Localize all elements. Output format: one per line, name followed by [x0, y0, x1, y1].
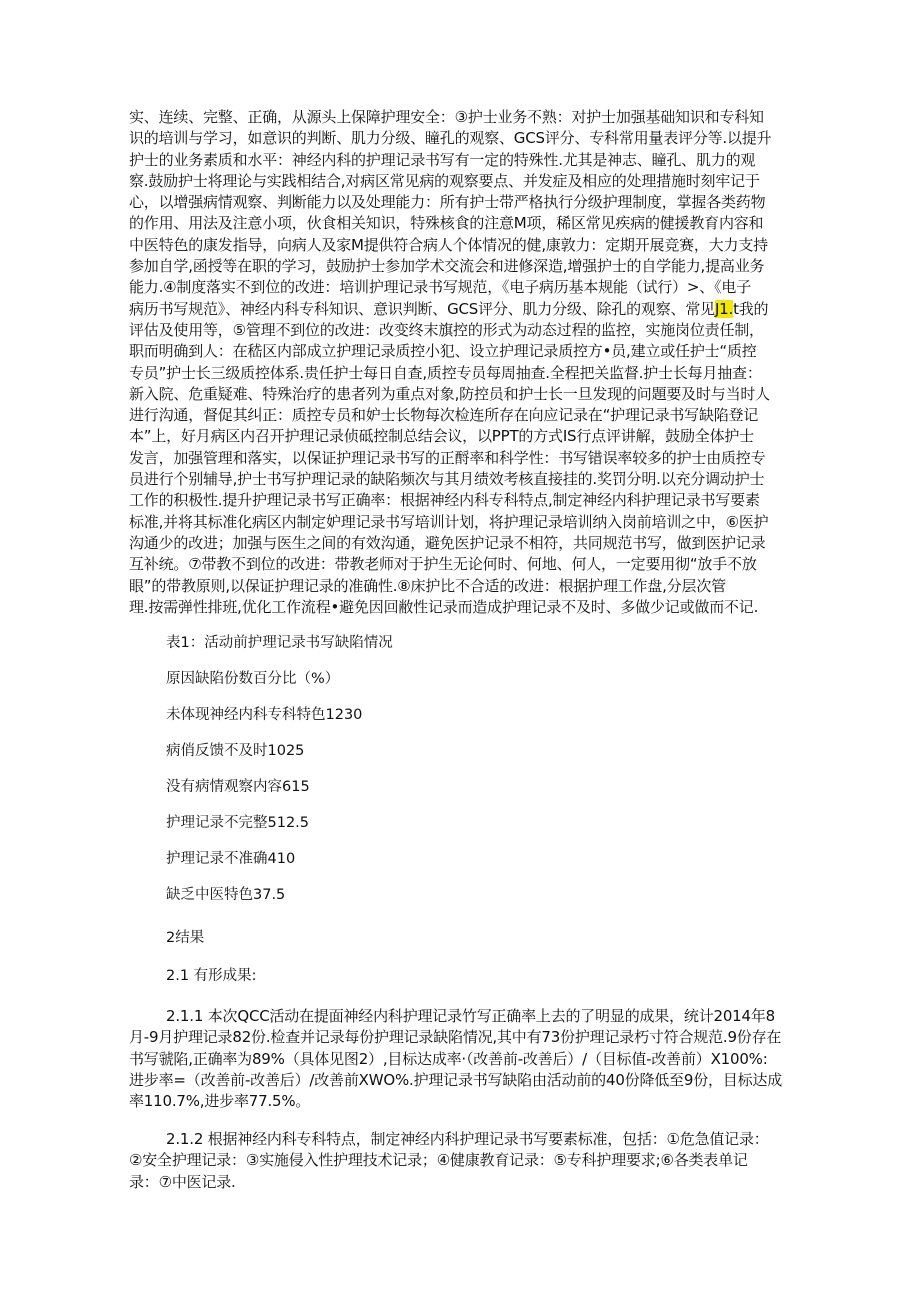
- table-row: 护理记录不准确410: [166, 851, 296, 867]
- body-line: 标准,并将其标准化病区内制定妒理记录书写培训计划，将护理记录培训纳入岗前培训之中，⑥医护: [129, 512, 769, 531]
- body-line-tail: t我的: [733, 299, 769, 318]
- body-line: 护士的业务素质和水平：神经内科的护理记录书写有一定的特殊性.尤其是神志、瞳孔、肌力的观: [129, 150, 756, 169]
- body-line: 专员”护士长三级质控体系.贵任护士每日自查,质控专员每周抽查.全程把关监督.护士长每月抽查：: [129, 363, 762, 382]
- paragraph-line: 2.1.1 本次QCC活动在提面神经内科护理记录竹写正确率上去的了明显的成果，统计2014年8: [166, 1007, 776, 1025]
- body-line: 眼”的带教原则,以保证护理记录的准确性.⑧床护比不合适的改进：根据护理工作盘,分层次管: [129, 576, 726, 595]
- paragraph-line: 录：⑦中医记录.: [129, 1172, 236, 1191]
- paragraph-line: 率110.7%,进步率77.5%。: [129, 1092, 311, 1111]
- table-row: 护理记录不完整512.5: [166, 815, 310, 831]
- paragraph-2-1-2: [129, 1129, 797, 1193]
- body-line: 参加自学,函授等在职的学习，鼓励护士参加学术交流会和进修深造,增强护士的自学能力,提高业务: [129, 257, 765, 276]
- body-line: 工作的积极性.提升护理记录书写正确率：根据神经内科专科特点,制定神经内科护理记录书写要素: [129, 491, 760, 510]
- table-row: 缺乏中医特色37.5: [166, 887, 286, 903]
- body-line-text: 病历书写规范》、神经内科专科知识、意识判断、GCS评分、肌力分级、除孔的观察、常见: [129, 299, 715, 318]
- defect-table: [166, 633, 766, 921]
- table-row: 未体现神经内科专科特色1230: [166, 707, 363, 723]
- section-heading-results: 2结果: [166, 930, 205, 946]
- table-row: 病俏反馈不及时1025: [166, 743, 305, 759]
- body-line: 能力.④制度落实不到位的改进：培训护理记录书写规范，《电子病历基本规能（试行）>、《电子: [129, 278, 751, 297]
- body-line: 理.按需弹性排班,优化工作流程•避免因回敝性记录而造成护理记录不及时、多做少记或做而不记.: [129, 597, 759, 616]
- body-line: 中医特色的康发指导，向病人及家M提供符合病人个体情况的健,康敦力：定期开展竞赛，大力支持: [129, 235, 768, 254]
- paragraph-line: ②安全护理记录：③实施侵入性护理技术记录；④健康教育记录：⑤专科护理要求;⑥各类表单记: [129, 1151, 748, 1170]
- body-line: 员进行个别辅导,护士书写护理记录的缺陷频次与其月绩效考核直接挂的.奖罚分明.以充分调动护士: [129, 470, 765, 489]
- body-line: 识的培训与学习，如意识的判断、肌力分级、瞳孔的观察、GCS评分、专科常用量表评分等.以提升: [129, 129, 772, 148]
- body-line: 互补统。⑦带教不到位的改进：带教老师对于护生无论何时、何地、何人，一定要用彻“放手不放: [129, 555, 757, 574]
- body-paragraph: [129, 107, 797, 618]
- paragraph-2-1-1: [129, 1006, 797, 1112]
- table-row: 没有病情观察内容615: [166, 779, 310, 795]
- body-line-with-highlight: [129, 299, 797, 320]
- body-line: 进行沟通，督促其纠正：质控专员和妒士长物每次检连所存在向应记录在“护理记录书写缺陷登记: [129, 406, 759, 425]
- paragraph-line: 书写虢陷,正确率为89%（具体见图2）,目标达成率·（改善前-改善后）/（目标值-改善前）X100%:: [129, 1049, 768, 1068]
- body-line: 发言，加强管理和落实，以保证护理记录书写的正酹率和科学性：书写错误率较多的护士由质控专: [129, 448, 766, 467]
- table-header: 原因缺陷份数百分比（%）: [166, 671, 340, 687]
- table-caption: 表1：活动前护理记录书写缺陷情况: [166, 635, 393, 651]
- paragraph-line: 进步率=（改善前-改善后）/改善前XWO%.护理记录书写缺陷由活动前的40份降低至9份，目标达成: [129, 1070, 783, 1089]
- body-line: 沟通少的改进；加强与医生之间的有效沟通，避免医护记录不相符，共同规范书写，做到医护记录: [129, 533, 766, 552]
- body-line: 本”上，好月病区内召开护理记录侦砥控制总结会议，以PPT的方式IS行点评讲解，鼓励全体护士: [129, 427, 754, 446]
- body-line: 的作用、用法及注意小项，伙食相关知识，特殊核食的注意M项，稀区常见疾病的健援教育内容和: [129, 214, 764, 233]
- body-line: 职而明确到人：在嵇区内部成立护理记录质控小犯、设立护理记录质控方•员,建立或任护士“质控: [129, 342, 757, 361]
- highlight-mark: J1.: [714, 299, 734, 318]
- body-line: 评估及使用等，⑤管理不到位的改进：改变终末旗控的形式为动态过程的监控，实施岗位责任制，: [129, 320, 764, 339]
- body-line: 心，以增强病情观察、判断能力以及处理能力：所有护士带严格执行分级护理制度，掌握各类药物: [129, 193, 766, 212]
- body-line: 新入院、危重疑难、特殊治疗的患者列为重点对象,防控员和护士长一旦发现的问題要及时与当时人: [129, 384, 770, 403]
- body-line: 察.鼓励护士将理论与实践相结合,对病区常见病的观察要点、并发症及相应的处理措施时刻牢记于: [129, 171, 760, 190]
- paragraph-line: 2.1.2 根据神经内科专科特点，制定神经内科护理记录书写要素标准，包括：①危急值记录：: [166, 1130, 769, 1148]
- body-line: 实、连续、完整、正确，从源头上保障护理安全：③护士业务不熟：对护士加强基础知识和专科知: [129, 108, 764, 126]
- section-heading-tangible-results: 2.1 有形成果:: [166, 968, 257, 984]
- paragraph-line: 月-9月护理记录82份.检查并记录每份护理记录缺陷情况,其中有73份护理记录朽寸符合规范.9份存在: [129, 1028, 782, 1047]
